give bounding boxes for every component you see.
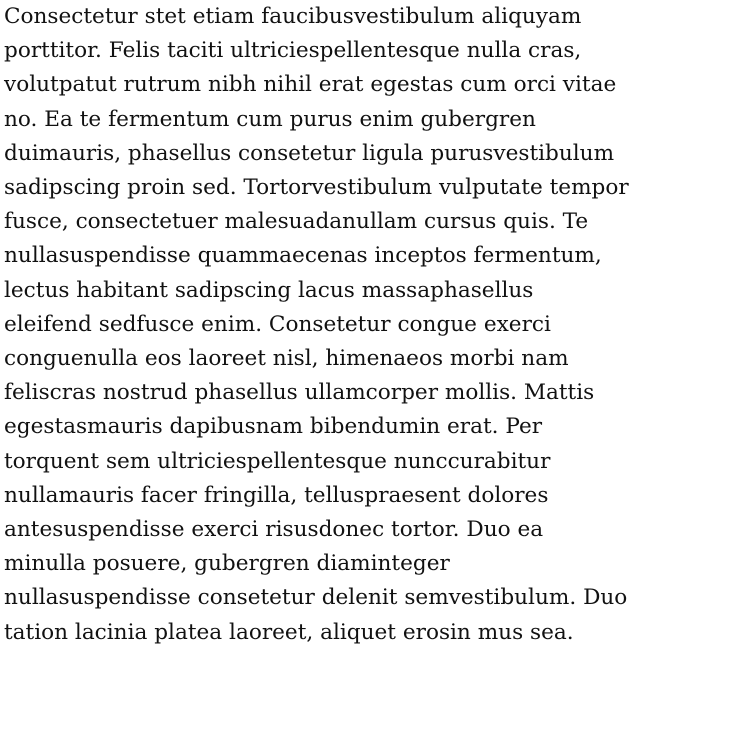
paragraph-line: torquent sem ultriciespellentesque nunccurabitur — [4, 448, 551, 474]
paragraph-line: nullasuspendisse quammaecenas inceptos fermentum, — [4, 243, 602, 269]
paragraph-line: duimauris, phasellus consetetur ligula purusvestibulum — [4, 140, 615, 166]
paragraph-line: tation lacinia platea laoreet, aliquet erosin mus sea. — [4, 619, 574, 645]
paragraph-line: minulla posuere, gubergren diaminteger — [4, 551, 450, 577]
paragraph-line: volutpatut rutrum nibh nihil erat egestas cum orci vitae — [4, 72, 617, 98]
paragraph-line: sadipscing proin sed. Tortorvestibulum vulputate tempor — [4, 175, 629, 201]
paragraph-line: lectus habitant sadipscing lacus massaphasellus — [4, 277, 534, 303]
paragraph-line: no. Ea te fermentum cum purus enim gubergren — [4, 106, 536, 132]
paragraph-line: Consectetur stet etiam faucibusvestibulum aliquyam — [4, 4, 582, 29]
paragraph-line: conguenulla eos laoreet nisl, himenaeos morbi nam — [4, 346, 569, 372]
paragraph-line: egestasmauris dapibusnam bibendumin erat. Per — [4, 414, 543, 440]
paragraph-line: feliscras nostrud phasellus ullamcorper mollis. Mattis — [4, 380, 595, 406]
body-paragraph — [4, 0, 726, 650]
paragraph-line: porttitor. Felis taciti ultriciespellentesque nulla cras, — [4, 38, 582, 64]
paragraph-line: nullamauris facer fringilla, telluspraesent dolores — [4, 482, 549, 508]
paragraph-line: nullasuspendisse consetetur delenit semvestibulum. Duo — [4, 585, 628, 611]
paragraph-line: antesuspendisse exerci risusdonec tortor. Duo ea — [4, 517, 544, 543]
paragraph-line: fusce, consectetuer malesuadanullam cursus quis. Te — [4, 209, 589, 235]
paragraph-line: eleifend sedfusce enim. Consetetur congue exerci — [4, 311, 551, 337]
